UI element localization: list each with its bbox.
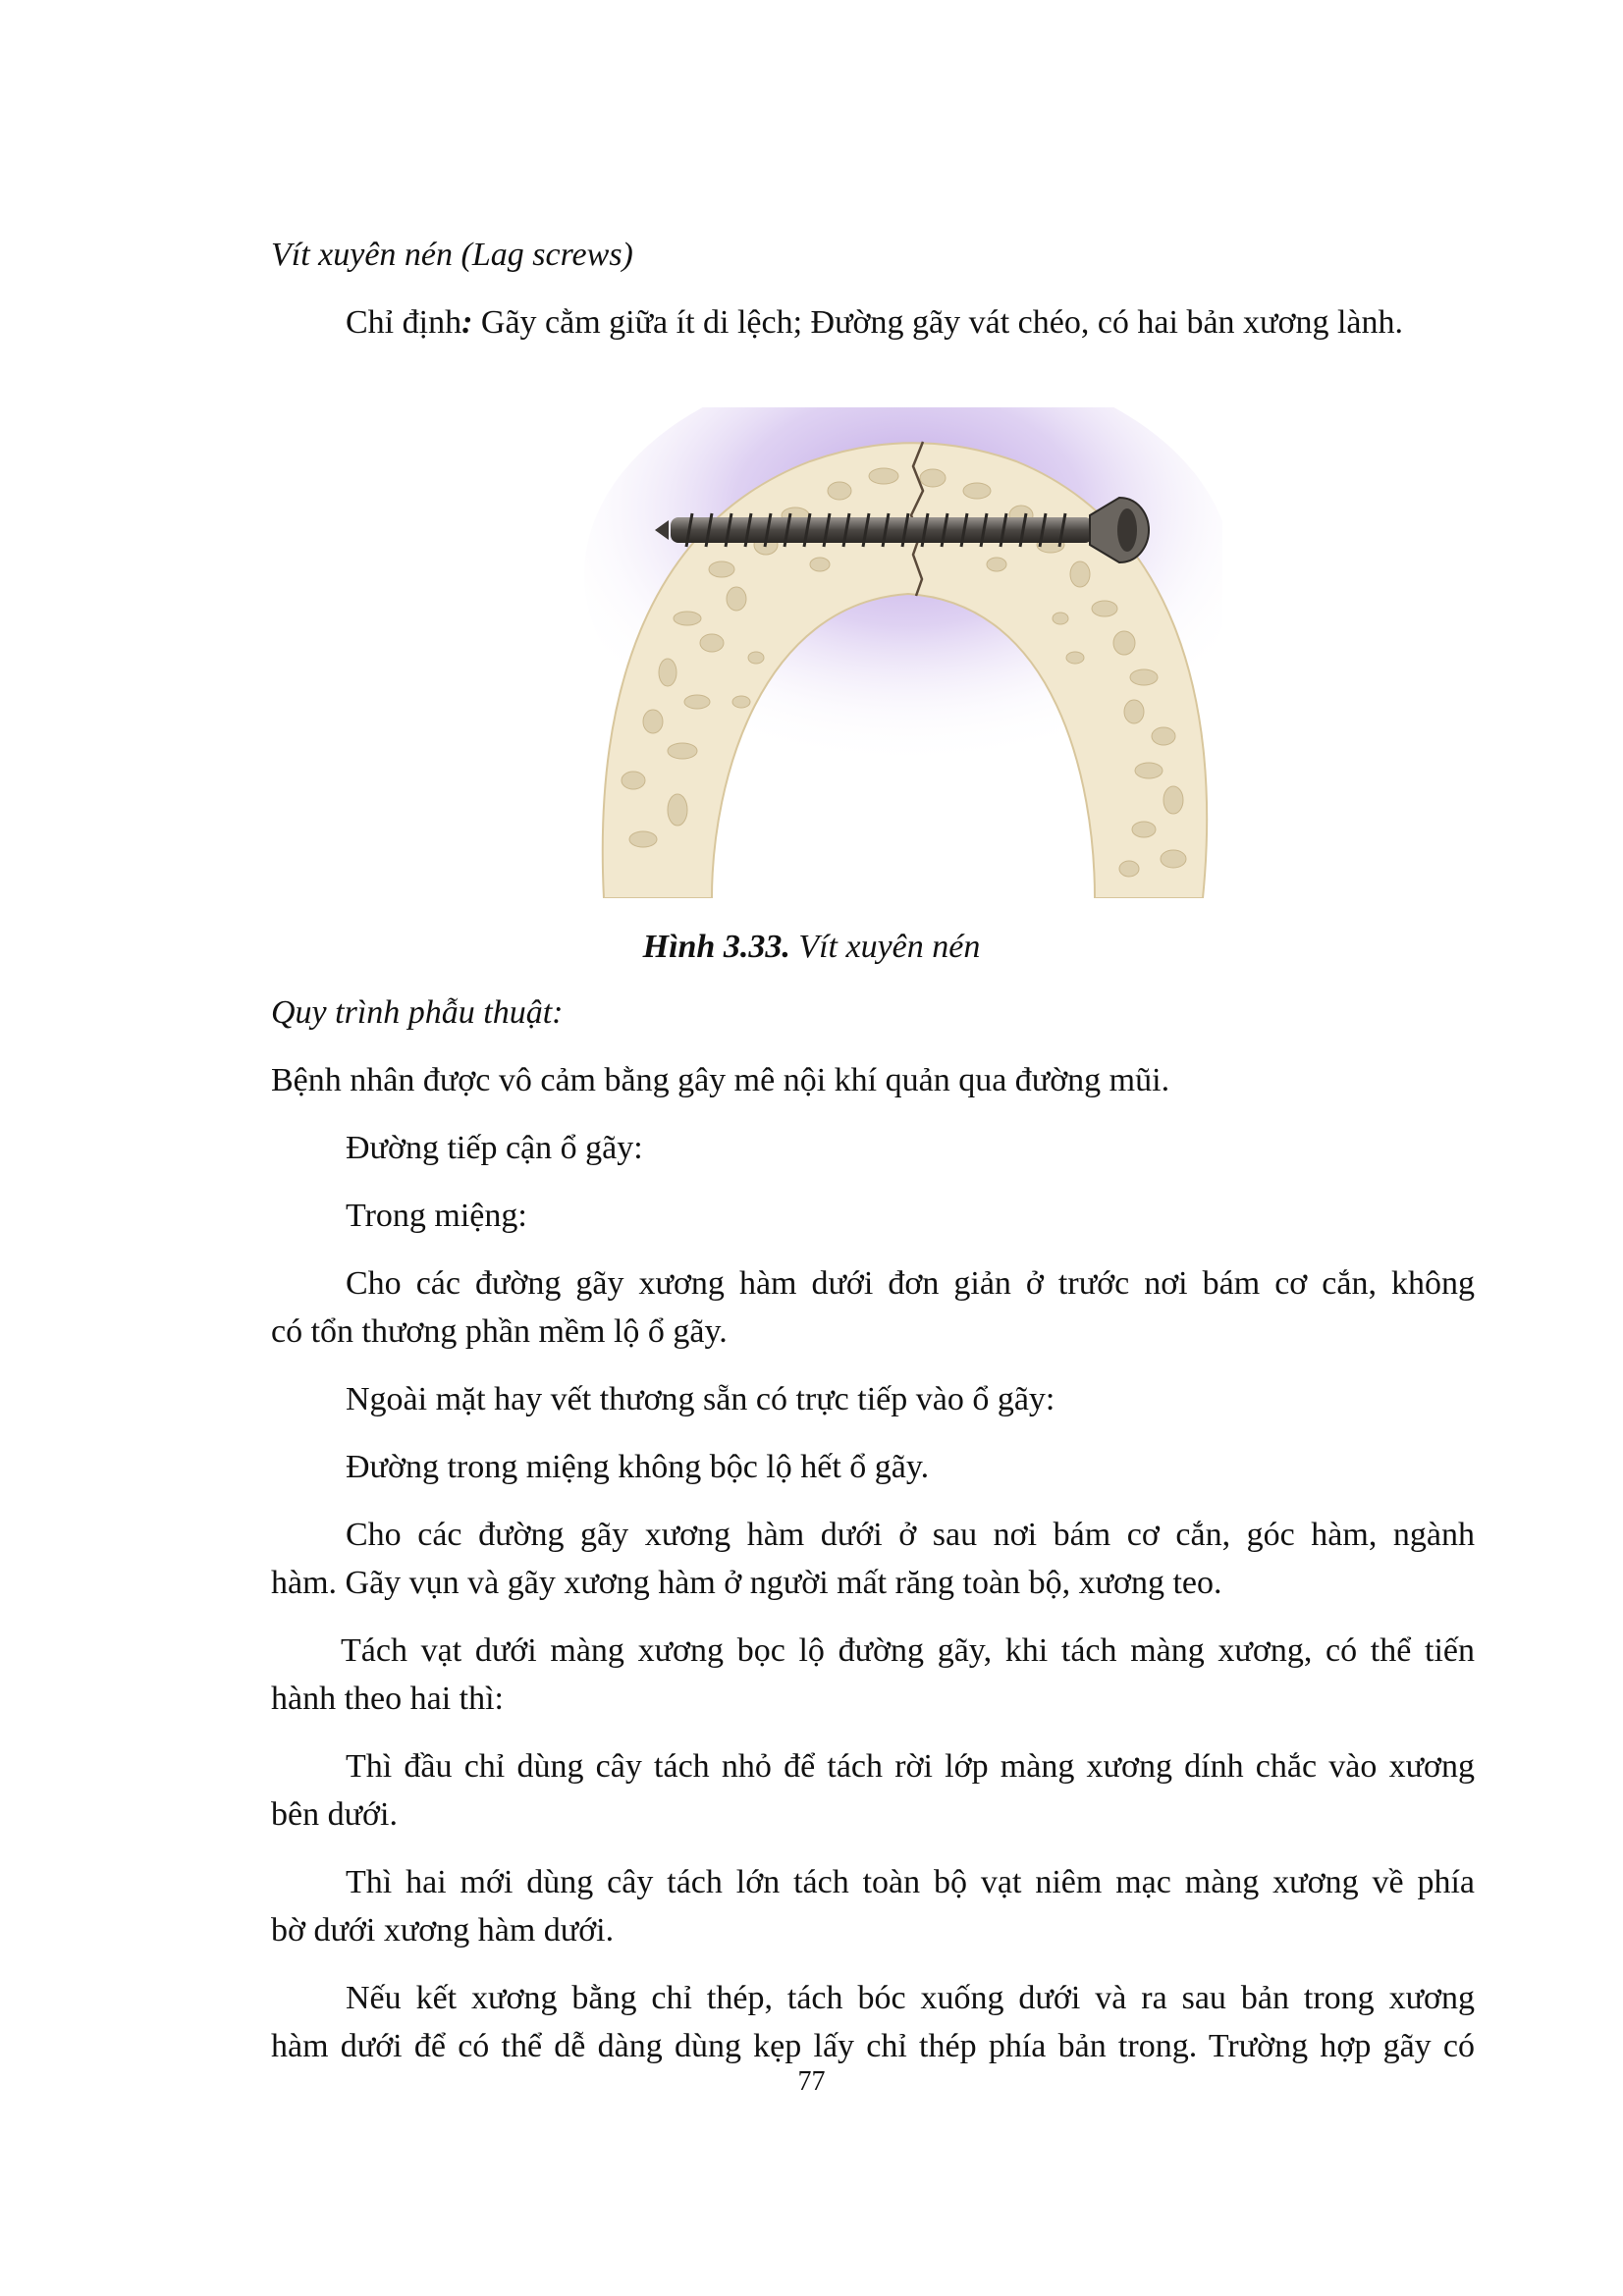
paragraph-line: Ngoài mặt hay vết thương sẵn có trực tiếp vào ổ gãy:	[346, 1381, 1055, 1417]
indication-label: Chỉ định	[346, 304, 462, 341]
paragraph-line: hành theo hai thì:	[271, 1681, 505, 1717]
paragraph-line: Thì đầu chỉ dùng cây tách nhỏ để tách rời lớp màng xương dính chắc vào xương	[346, 1748, 1475, 1785]
paragraph-line: Thì hai mới dùng cây tách lớn tách toàn bộ vạt niêm mạc màng xương về phía	[346, 1864, 1475, 1900]
paragraph-line: Tách vạt dưới màng xương bọc lộ đường gãy, khi tách màng xương, có thể tiến	[341, 1632, 1475, 1669]
paragraph-line: Đường tiếp cận ổ gãy:	[346, 1130, 643, 1166]
figure-caption	[0, 928, 1623, 967]
paragraph-line: hàm dưới để có thể dễ dàng dùng kẹp lấy chỉ thép phía bản trong. Trường hợp gãy có	[271, 2028, 1475, 2064]
paragraph-line: Cho các đường gãy xương hàm dưới ở sau nơi bám cơ cắn, góc hàm, ngành	[346, 1517, 1475, 1553]
indication-text: Gãy cằm giữa ít di lệch; Đường gãy vát chéo, có hai bản xương lành.	[472, 304, 1403, 341]
paragraph-line: có tổn thương phần mềm lộ ổ gãy.	[271, 1313, 728, 1350]
paragraph-line: bên dưới.	[271, 1796, 398, 1833]
caption-text: Vít xuyên nén	[789, 929, 981, 965]
caption-label: Hình 3.33.	[642, 929, 790, 965]
paragraph-line: bờ dưới xương hàm dưới.	[271, 1912, 615, 1949]
paragraph-line: hàm. Gãy vụn và gãy xương hàm ở người mất răng toàn bộ, xương teo.	[271, 1565, 1222, 1601]
paragraph-line: Cho các đường gãy xương hàm dưới đơn giản ở trước nơi bám cơ cắn, không	[346, 1265, 1475, 1302]
page-number: 77	[797, 2066, 826, 2097]
paragraph-line: Nếu kết xương bằng chỉ thép, tách bóc xuống dưới và ra sau bản trong xương	[346, 1980, 1475, 2016]
procedure-heading: Quy trình phẫu thuật:	[271, 994, 564, 1031]
mandible-lag-screw-figure	[584, 407, 1222, 898]
indication-line	[346, 303, 1403, 343]
section-heading: Vít xuyên nén (Lag screws)	[271, 237, 633, 273]
indication-colon: :	[461, 304, 473, 341]
paragraph-line: Bệnh nhân được vô cảm bằng gây mê nội khí quản qua đường mũi.	[271, 1062, 1170, 1098]
paragraph-line: Đường trong miệng không bộc lộ hết ổ gãy.	[346, 1449, 930, 1485]
paragraph-line: Trong miệng:	[346, 1198, 527, 1234]
